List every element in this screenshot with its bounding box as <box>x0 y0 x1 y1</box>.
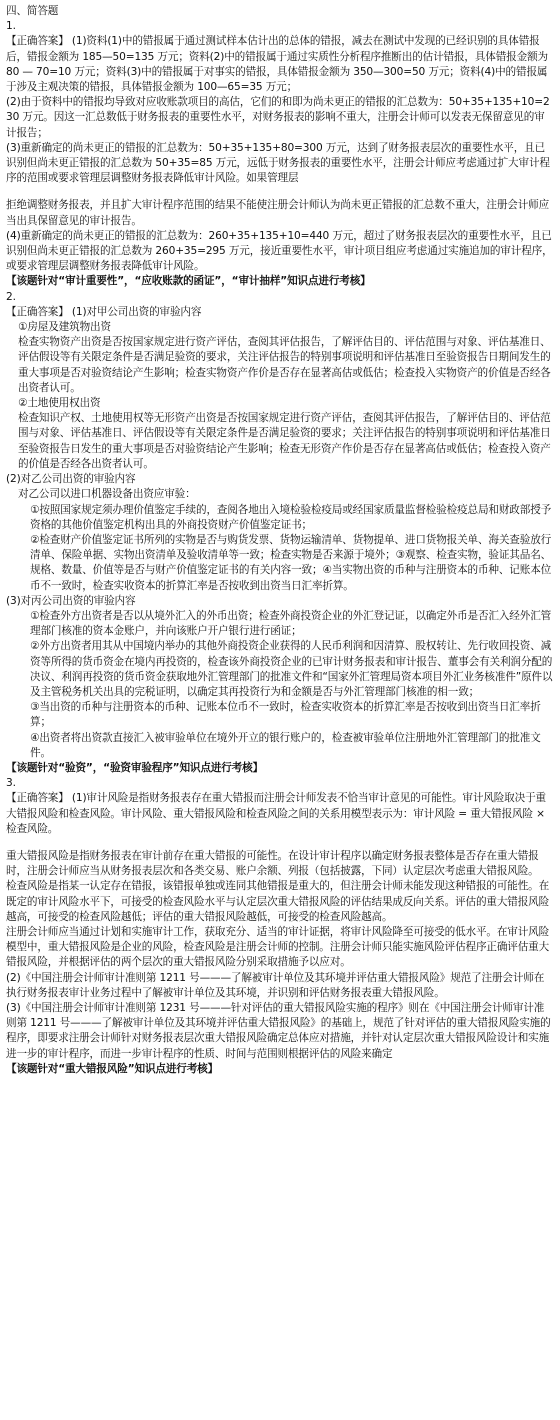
answer-paragraph: 注册会计师应当通过计划和实施审计工作，获取充分、适当的审计证据，将审计风险降至可接受的低水平。在审计风险模型中，重大错报风险是企业的风险，检查风险是注册会计师的控制。注册会计师只能实施风险评估程序正确评估重大错报风险，并根据评估的两个层次的重大错报风险分别采取措施予以应对。 <box>6 925 550 969</box>
knowledge-point-note: 【该题针对“审计重要性”，“应收账款的函证”，“审计抽样”知识点进行考核】 <box>6 275 371 288</box>
knowledge-point-note: 【该题针对“重大错报风险”知识点进行考核】 <box>6 1062 219 1075</box>
answer-paragraph: 【正确答案】 (1)资料(1)中的错报属于通过测试样本估计出的总体的错报，减去在测试中发现的已经识别的具体错报后，错报金额为 185—50=135 万元；资料(2)中的错报属于通过实质性分析程序推断出的估计错报，具体错报金额为 80 — 70=10 万元；资料(3)中的错报属于对事实的错报，具体错报金额为 350—300=50 万元；资料(4)中的错报属于涉及主观决策的错报，具体错报金额为 100—65=35 万元； <box>6 35 548 94</box>
answer-paragraph: ②检查财产价值鉴定证书所列的实物是否与购货发票、货物运输清单、货物提单、进口货物报关单、海关查验放行清单、保险单据、实物出资清单及验收清单等一致；检查实物是否来源于境外；③观察、检查实物，验证其品名、规格、数量、价值等是否与财产价值鉴定证书的有关内容一致；④当实物出资的币种与注册资本的币种、记账本位币不一致时，检查实收资本的折算汇率是否按收到出资当日汇率折算。 <box>30 533 552 592</box>
answer-paragraph: (3)《中国注册会计师审计准则第 1231 号———针对评估的重大错报风险实施的程序》则在《中国注册会计师审计准则第 1211 号———了解被审计单位及其环境并评估重大错报风险》的基础上，规范了针对评估的重大错报风险实施的程序，即要求注册会计师针对财务报表层次重大错报风险确定总体应对措施，并针对认定层次重大错报风险设计和实施进一步的审计程序，而进一步审计程序的性质、时间与范围则根据评估的风险来确定 <box>6 1002 551 1060</box>
sub-heading: ②土地使用权出资 <box>18 397 101 410</box>
answer-paragraph: (2)由于资料中的错报均导致对应收账款项目的高估，它们的和即为尚未更正的错报的汇总数为：50+35+135+10=230 万元。因这一汇总数低于财务报表的重要性水平，对财务报表的影响不重大，注册会计师可以发表无保留意见的审计报告； <box>6 96 550 139</box>
answer-paragraph: ④出资者将出资款直接汇入被审验单位在境外开立的银行账户的，检查被审验单位注册地外汇管理部门的批准文件。 <box>30 731 541 759</box>
section-heading: 四、简答题 <box>6 5 59 17</box>
sub-heading: ①房屋及建筑物出资 <box>18 321 111 334</box>
answer-paragraph: 重大错报风险是指财务报表在审计前存在重大错报的可能性。在设计审计程序以确定财务报表整体是否存在重大错报时，注册会计师应当从财务报表层次和各类交易、账户余额、列报（包括披露，下同）认定层次考虑重大错报风险。 <box>6 849 539 878</box>
paragraph-gap <box>6 837 554 849</box>
answer-paragraph: (2)《中国注册会计师审计准则第 1211 号———了解被审计单位及其环境并评估重大错报风险》规范了注册会计师在执行财务报表审计业务过程中了解被审计单位及其环境，并识别和评估财务报表重大错报风险。 <box>6 971 545 999</box>
answer-paragraph: 检查实物资产出资是否按国家规定进行资产评估，查阅其评估报告，了解评估目的、评估范围与对象、评估基准日、评估假设等有关限定条件是否满足验资的要求，关注评估报告的特别事项说明和评估基准日至验资报告日期间发生的重大事项是否对验资结论产生影响；检查实物资产作价是否存在显著高估或低估；检查投入实物资产的价值是否经各出资者认可。 <box>18 336 551 394</box>
answer-paragraph: 检查风险是指某一认定存在错报，该错报单独或连同其他错报是重大的，但注册会计师未能发现这种错报的可能性。在既定的审计风险水平下，可接受的检查风险水平与认定层次重大错报风险的评估结果成反向关系。评估的重大错报风险越高，可接受的检查风险越低；评估的重大错报风险越低，可接受的检查风险越高。 <box>6 880 550 923</box>
knowledge-point-note: 【该题针对“验资”，“验资审验程序”知识点进行考核】 <box>6 761 264 774</box>
question-number: 1. <box>6 20 16 33</box>
answer-paragraph: 检查知识产权、土地使用权等无形资产出资是否按国家规定进行资产评估，查阅其评估报告，了解评估目的、评估范围与对象、评估基准日、评估假设等有关限定条件是否满足验资的要求；关注评估报告的特别事项说明和评估基准日至验资报告日发生的重大事项是否对验资结论产生影响；检查无形资产作价是否存在显著高估或低估；检查投入资产的价值是否经各出资者认可。 <box>18 412 551 470</box>
sub-heading: (3)对丙公司出资的审验内容 <box>6 594 136 607</box>
answer-paragraph: ③当出资的币种与注册资本的币种、记账本位币不一致时，检查实收资本的折算汇率是否按收到出资当日汇率折算； <box>30 701 541 729</box>
answer-paragraph: (4)重新确定的尚未更正的错报的汇总数为：260+35+135+10=440 万元，超过了财务报表层次的重要性水平，且已识别但尚未更正错报的汇总数为 260+35=295 万元，接近重要性水平，审计项目组应考虑通过实施追加的审计程序，或要求管理层调整财务报表降低审计风险。 <box>6 229 553 273</box>
question-number: 3. <box>6 777 16 790</box>
question-number: 2. <box>6 290 16 303</box>
answer-paragraph: ②外方出资者用其从中国境内举办的其他外商投资企业获得的人民币利润和因清算、股权转让、先行收回投资、减资等所得的货币资金在境内再投资的，检查该外商投资企业的已审计财务报表和审计报告、董事会有关利润分配的决议、利润再投资的货币资金获取地外汇管理部门的批准文件和“国家外汇管理局资本项目外汇业务核准件”原件以及主管税务机关出具的完税证明，以确定其再投资行为和金额是否与外汇管理部门核准的相一致； <box>30 640 553 698</box>
answer-paragraph: 【正确答案】 (1)审计风险是指财务报表存在重大错报而注册会计师发表不恰当审计意见的可能性。审计风险取决于重大错报风险和检查风险。审计风险、重大错报风险和检查风险之间的关系用模型表示为：审计风险 = 重大错报风险 ×检查风险。 <box>6 792 546 835</box>
answer-paragraph: ①检查外方出资者是否以从境外汇入的外币出资；检查外商投资企业的外汇登记证，以确定外币是否汇入经外汇管理部门核准的资本金账户，并向该账户开户银行进行函证； <box>30 609 552 638</box>
answer-paragraph: 拒绝调整财务报表，并且扩大审计程序范围的结果不能使注册会计师认为尚未更正错报的汇总数不重大，注册会计师应当出具保留意见的审计报告。 <box>6 199 550 227</box>
answer-paragraph: 【正确答案】 (1)对甲公司出资的审验内容 <box>6 305 202 318</box>
paragraph-gap <box>6 186 554 198</box>
sub-heading: (2)对乙公司出资的审验内容 <box>6 473 136 486</box>
answer-paragraph: 对乙公司以进口机器设备出资应审验： <box>18 488 196 501</box>
answer-paragraph: ①按照国家规定须办理价值鉴定手续的，查阅各地出入境检验检疫局或经国家质量监督检验检疫总局和财政部授予资格的其他价值鉴定机构出具的外商投资财产价值鉴定证书； <box>30 503 552 531</box>
answer-paragraph: (3)重新确定的尚未更正的错报的汇总数为：50+35+135+80=300 万元，达到了财务报表层次的重要性水平，且已识别但尚未更正错报的汇总数为 50+35=85 万元，远低于财务报表的重要性水平，注册会计师应考虑通过扩大审计程序的范围或要求管理层调整财务报表降低审计风险。如果管理层 <box>6 141 550 185</box>
